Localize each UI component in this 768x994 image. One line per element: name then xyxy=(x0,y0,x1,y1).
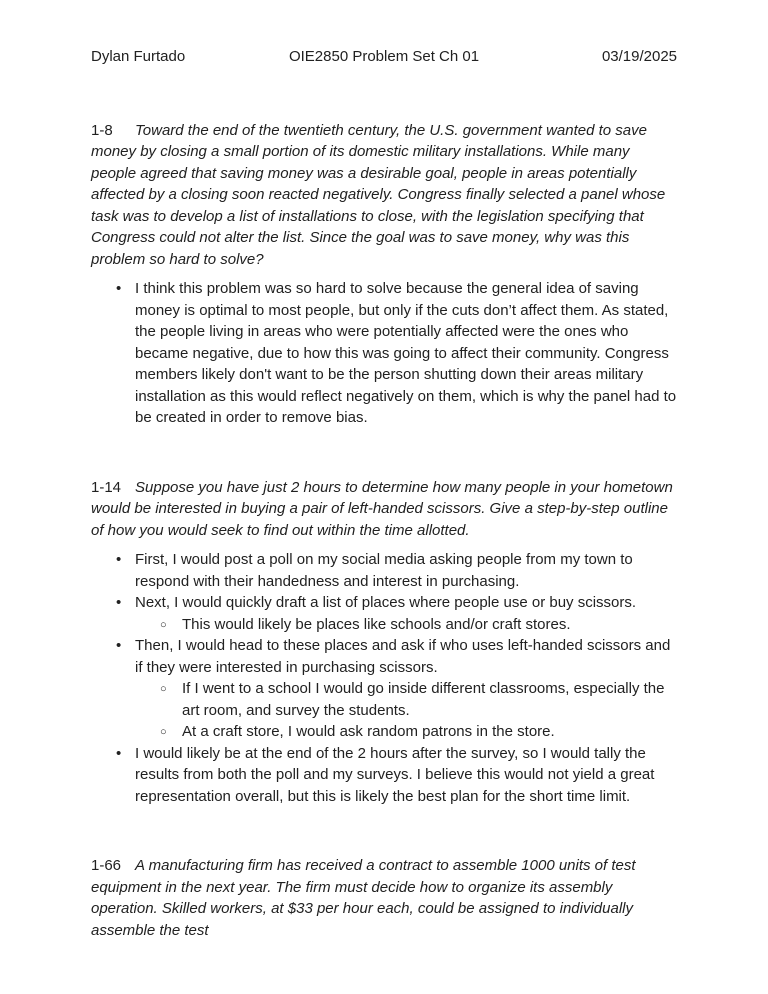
problem-number: 1-8 xyxy=(91,121,113,139)
document-header xyxy=(91,46,677,68)
question-text: Toward the end of the twentieth century, the U.S. government wanted to save money by closing a small portion of its domestic military installations. While many people agreed that saving money was a desirable goal, people in areas potentially affected by a closing soon reacted negatively. Congress finally selected a panel whose task was to develop a list of installations to close, with the legislation specifying that Congress could not alter the list. Since the goal was to save money, why was this problem so hard to solve? xyxy=(91,121,666,268)
problem-1-14 xyxy=(91,477,677,808)
answer-bullet: • I would likely be at the end of the 2 hours after the survey, so I would tally the results from both the poll and my surveys. I believe this would not yield a great representation overall, but this is likely the best plan for the short time limit. xyxy=(91,743,677,808)
answer-sub-bullet: ○ This would likely be places like schools and/or craft stores. xyxy=(91,614,677,636)
question-paragraph xyxy=(91,120,677,271)
header-title: OIE2850 Problem Set Ch 01 xyxy=(288,48,480,65)
answer-bullet: • Then, I would head to these places and ask if who uses left-handed scissors and if they were interested in purchasing scissors. xyxy=(91,635,677,678)
problem-1-8 xyxy=(91,120,677,429)
problem-number: 1-14 xyxy=(91,478,122,496)
document-body xyxy=(91,120,677,942)
header-date: 03/19/2025 xyxy=(601,48,678,65)
question-paragraph xyxy=(91,855,677,941)
answer-bullet: • I think this problem was so hard to solve because the general idea of saving money is optimal to most people, but only if the cuts don’t affect them. As stated, the people living in areas who were potentially affected were the ones who became negative, due to how this was going to affect their community. Congress members likely don't want to be the person shutting down their areas military installation as this would reflect negatively on them, which is why the panel had to be created in order to remove bias. xyxy=(91,278,677,429)
answer-bullet: • Next, I would quickly draft a list of places where people use or buy scissors. xyxy=(91,592,677,614)
answer-sub-bullet: ○ If I went to a school I would go inside different classrooms, especially the art room, and survey the students. xyxy=(91,678,677,721)
answer-list xyxy=(91,278,677,429)
header-author: Dylan Furtado xyxy=(91,48,186,65)
question-paragraph xyxy=(91,477,677,542)
question-text: A manufacturing firm has received a contract to assemble 1000 units of test equipment in the next year. The firm must decide how to organize its assembly operation. Skilled workers, at $33 per hour each, could be assigned to individually assemble the test xyxy=(91,857,636,939)
answer-bullet: • First, I would post a poll on my social media asking people from my town to respond with their handedness and interest in purchasing. xyxy=(91,549,677,592)
problem-1-66 xyxy=(91,855,677,941)
answer-sub-bullet: ○ At a craft store, I would ask random patrons in the store. xyxy=(91,721,677,743)
answer-list xyxy=(91,549,677,807)
question-text: Suppose you have just 2 hours to determine how many people in your hometown would be interested in buying a pair of left-handed scissors. Give a step-by-step outline of how you would seek to find out within the time allotted. xyxy=(91,478,673,539)
problem-number: 1-66 xyxy=(91,857,122,874)
